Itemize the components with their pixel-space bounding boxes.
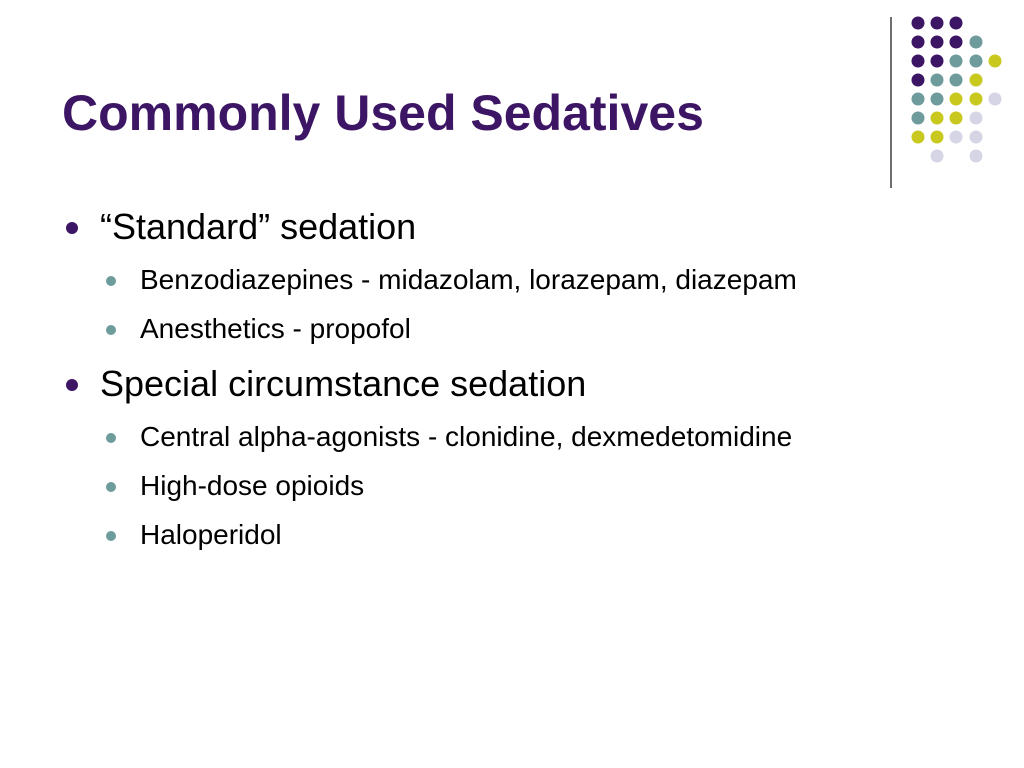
slide-title: Commonly Used Sedatives: [62, 85, 704, 141]
bullet-marker: [66, 379, 78, 391]
sub-bullet-marker: [106, 325, 116, 335]
sub-bullet-alpha-agonists: Central alpha-agonists - clonidine, dexmedetomidine: [140, 421, 793, 452]
sub-bullet-marker: [106, 482, 116, 492]
sub-bullet-marker: [106, 433, 116, 443]
sub-bullet-anesthetics: Anesthetics - propofol: [140, 313, 411, 344]
bullet-marker: [66, 222, 78, 234]
sub-bullet-marker: [106, 276, 116, 286]
sub-bullet-benzodiazepines: Benzodiazepines - midazolam, lorazepam, diazepam: [140, 264, 797, 295]
bullet-standard-sedation: “Standard” sedation: [100, 206, 417, 247]
sub-bullet-high-dose-opioids: High-dose opioids: [140, 470, 365, 501]
sub-bullet-marker: [106, 531, 116, 541]
bullet-special-circumstance: Special circumstance sedation: [100, 363, 587, 404]
sub-bullet-haloperidol: Haloperidol: [140, 519, 282, 550]
